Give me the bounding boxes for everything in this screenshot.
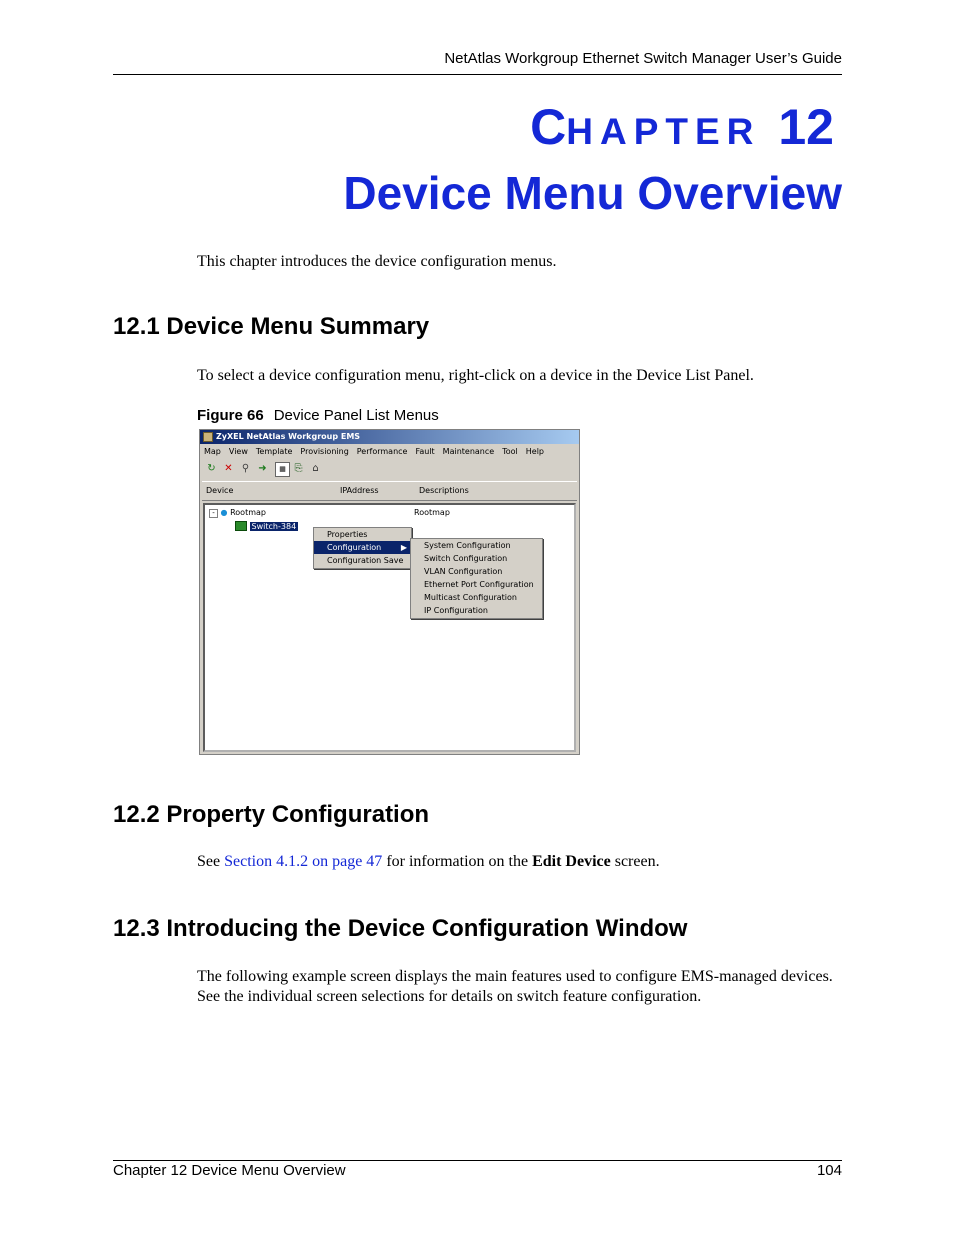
rootmap-icon: ● <box>220 508 228 517</box>
menu-performance[interactable]: Performance <box>356 447 408 456</box>
context-item-configuration[interactable] <box>314 541 411 554</box>
menu-help[interactable]: Help <box>525 447 544 456</box>
context-menu <box>313 527 412 569</box>
discover-icon[interactable]: ⚲ <box>241 463 250 474</box>
collapse-icon[interactable]: - <box>209 509 218 518</box>
context-item-configuration-save[interactable]: Configuration Save <box>327 556 404 565</box>
ems-window-screenshot <box>199 429 580 755</box>
report-icon[interactable]: ⎘ <box>294 463 303 474</box>
intro-paragraph: This chapter introduces the device configuration menus. <box>197 253 557 270</box>
menu-maintenance[interactable]: Maintenance <box>442 447 495 456</box>
refresh-icon[interactable]: ↻ <box>207 463 216 474</box>
menu-fault[interactable]: Fault <box>415 447 435 456</box>
s2-text-pre: See <box>197 853 225 870</box>
column-device[interactable]: Device <box>206 486 234 495</box>
section-heading-12-3: 12.3 Introducing the Device Configuration Window <box>113 915 688 942</box>
configuration-submenu <box>410 538 543 619</box>
toolbar <box>202 461 577 478</box>
section-4-1-2-link[interactable]: Section 4.1.2 on page 47 <box>224 853 383 870</box>
menu-view[interactable]: View <box>228 447 248 456</box>
home-icon[interactable]: ⌂ <box>312 463 319 474</box>
context-item-configuration-label: Configuration <box>327 543 382 552</box>
submenu-multicast-configuration[interactable]: Multicast Configuration <box>424 593 517 602</box>
import-icon[interactable]: ➜ <box>258 463 267 474</box>
section-heading-12-1: 12.1 Device Menu Summary <box>113 313 430 340</box>
window-title: ZyXEL NetAtlas Workgroup EMS <box>216 432 361 441</box>
context-item-properties[interactable]: Properties <box>327 530 368 539</box>
s2-text-bold: Edit Device <box>532 853 611 870</box>
header-rule <box>113 74 842 75</box>
window-titlebar <box>200 430 579 444</box>
figure-title: Device Panel List Menus <box>273 407 439 424</box>
section-12-3-paragraph: The following example screen displays the main features used to configure EMS-managed devices. See the individual screen selections for details on switch feature configuration. <box>197 968 833 1005</box>
chapter-number: 12 <box>778 99 834 155</box>
menu-bar <box>200 445 579 459</box>
submenu-system-configuration[interactable]: System Configuration <box>424 541 511 550</box>
submenu-ip-configuration[interactable]: IP Configuration <box>424 606 488 615</box>
menu-provisioning[interactable]: Provisioning <box>300 447 349 456</box>
menu-template[interactable]: Template <box>255 447 293 456</box>
tree-device-row[interactable] <box>235 521 298 531</box>
tree-root-label: Rootmap <box>230 508 266 517</box>
footer-page-number: 104 <box>816 1162 842 1179</box>
section-12-1-paragraph: To select a device configuration menu, right-click on a device in the Device List Panel. <box>197 367 754 384</box>
section-12-2-paragraph <box>197 852 847 872</box>
column-ipaddress[interactable]: IPAddress <box>340 486 379 495</box>
s2-text-mid: for information on the <box>382 853 533 870</box>
figure-label: Figure 66 <box>197 407 264 424</box>
delete-icon[interactable]: ✕ <box>224 463 233 474</box>
menu-map[interactable]: Map <box>204 447 221 456</box>
footer-rule <box>113 1160 842 1161</box>
chapter-label <box>530 98 834 156</box>
footer-chapter: Chapter 12 Device Menu Overview <box>113 1162 346 1179</box>
submenu-ethernet-port-configuration[interactable]: Ethernet Port Configuration <box>424 580 534 589</box>
column-descriptions[interactable]: Descriptions <box>419 486 469 495</box>
running-header: NetAtlas Workgroup Ethernet Switch Manager User’s Guide <box>444 50 842 67</box>
device-list-panel[interactable] <box>203 503 576 752</box>
submenu-vlan-configuration[interactable]: VLAN Configuration <box>424 567 503 576</box>
submenu-arrow-icon: ▶ <box>400 543 407 552</box>
chapter-label-rest: HAPTER <box>566 111 761 152</box>
section-heading-12-2: 12.2 Property Configuration <box>113 801 430 828</box>
submenu-switch-configuration[interactable]: Switch Configuration <box>424 554 508 563</box>
figure-caption <box>197 407 439 424</box>
chart-icon[interactable]: ▦ <box>275 462 290 477</box>
s2-text-post: screen. <box>610 853 660 870</box>
menu-tool[interactable]: Tool <box>502 447 518 456</box>
tree-device-label[interactable]: Switch-384 <box>251 521 297 531</box>
chapter-label-initial: C <box>530 99 567 155</box>
chapter-title: Device Menu Overview <box>343 167 842 219</box>
switch-icon <box>235 521 247 531</box>
tree-root-row[interactable] <box>209 508 266 518</box>
app-icon <box>203 432 213 442</box>
tree-root-description: Rootmap <box>414 508 450 517</box>
device-list-header <box>202 481 577 501</box>
